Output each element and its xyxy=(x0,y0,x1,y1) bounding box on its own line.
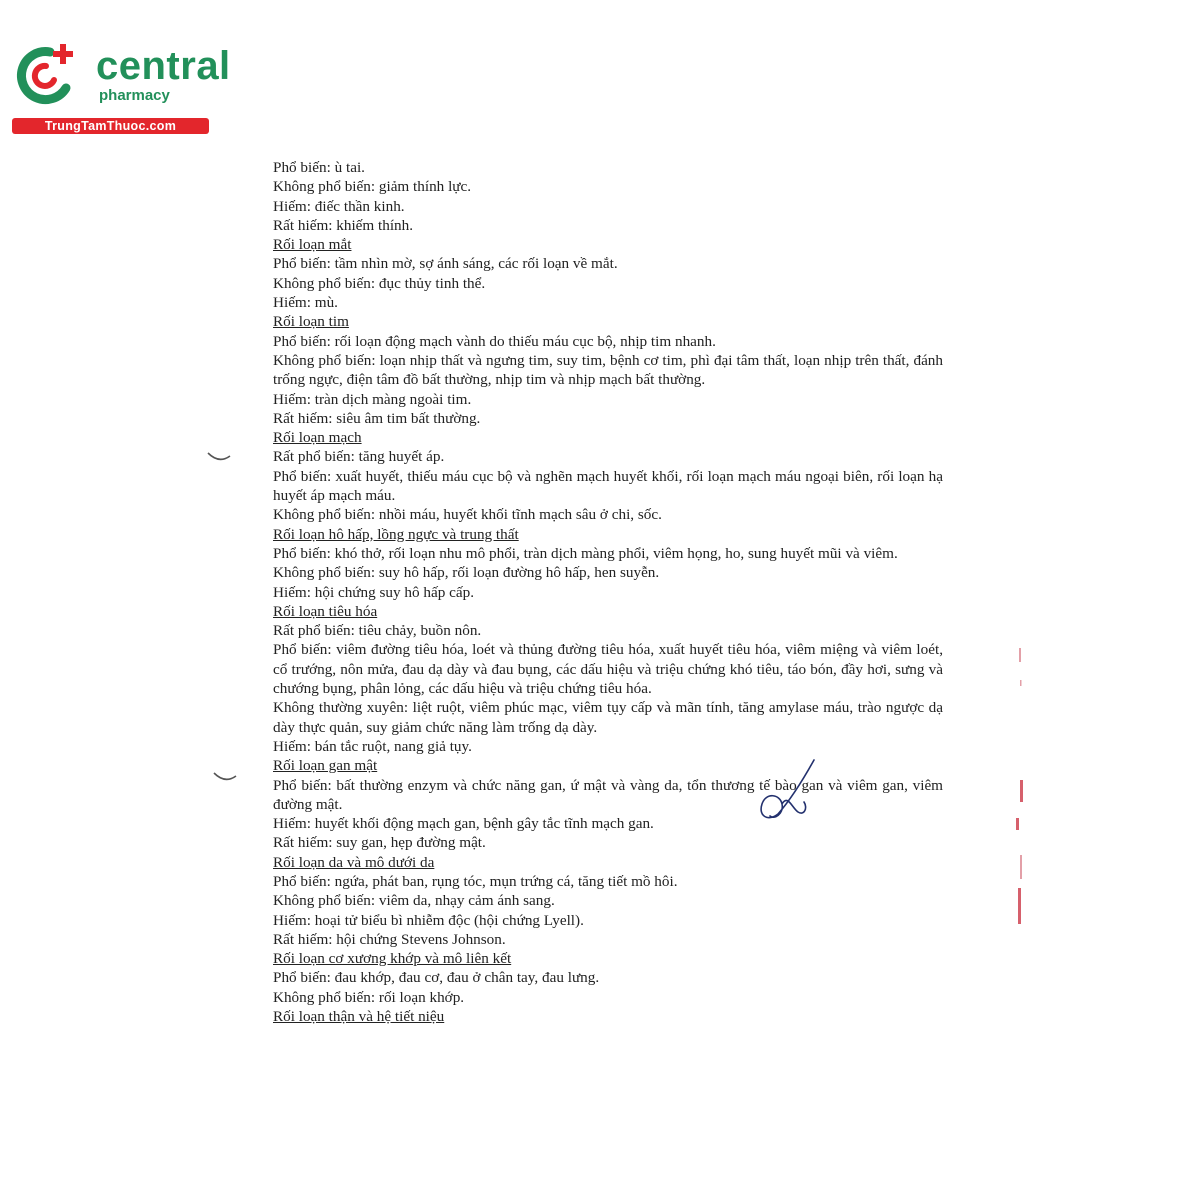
document-line: Hiếm: bán tắc ruột, nang giả tụy. xyxy=(273,737,472,755)
document-line: Không phổ biến: suy hô hấp, rối loạn đường hô hấp, hen suyễn. xyxy=(273,564,660,582)
document-line: Rất hiếm: siêu âm tim bất thường. xyxy=(273,409,481,427)
document-line: Phổ biến: ù tai. xyxy=(273,159,365,176)
document-line: Không phổ biến: giảm thính lực. xyxy=(273,178,472,196)
document-line: Phổ biến: ngứa, phát ban, rụng tóc, mụn trứng cá, tăng tiết mồ hôi. xyxy=(273,872,678,890)
document-line: Phổ biến: xuất huyết, thiếu máu cục bộ và nghẽn mạch huyết khối, rối loạn mạch máu ngoại biên, rối loạn hạ huyết áp mạch máu. xyxy=(273,467,943,505)
document-line: Hiếm: tràn dịch màng ngoài tim. xyxy=(273,390,472,408)
document-line: Rất hiếm: hội chứng Stevens Johnson. xyxy=(273,930,506,948)
section-heading: Rối loạn hô hấp, lồng ngực và trung thất xyxy=(273,525,519,543)
document-line: Không thường xuyên: liệt ruột, viêm phúc mạc, viêm tụy cấp và mãn tính, tăng amylase máu, trào ngược dạ dày thực quản, suy giảm chức năng làm trống dạ dày. xyxy=(273,699,943,736)
section-heading: Rối loạn tiêu hóa xyxy=(273,602,378,620)
document-line: Rất hiếm: khiếm thính. xyxy=(273,216,414,234)
punch-hole-mark xyxy=(206,450,232,464)
document-line: Không phổ biến: viêm da, nhạy cảm ánh sang. xyxy=(273,892,555,910)
document-line: Rất hiếm: suy gan, hẹp đường mật. xyxy=(273,834,486,852)
document-line: Hiếm: mù. xyxy=(273,294,338,312)
document-line: Hiếm: hoại tử biểu bì nhiễm độc (hội chứng Lyell). xyxy=(273,911,584,929)
section-heading: Rối loạn gan mật xyxy=(273,757,378,775)
document-line: Không phổ biến: nhồi máu, huyết khối tĩnh mạch sâu ở chi, sốc. xyxy=(273,506,662,524)
section-heading: Rối loạn mạch xyxy=(273,429,362,447)
document-line: Phổ biến: bất thường enzym và chức năng gan, ứ mật và vàng da, tổn thương tế bào gan và viêm gan, viêm đường mật. xyxy=(273,776,943,813)
document-line: Không phổ biến: đục thủy tinh thể. xyxy=(273,274,486,292)
section-heading: Rối loạn mắt xyxy=(273,236,352,254)
document-line: Rất phổ biến: tăng huyết áp. xyxy=(273,448,445,466)
document-line: Hiếm: huyết khối động mạch gan, bệnh gây tắc tĩnh mạch gan. xyxy=(273,815,654,833)
document-line: Phổ biến: rối loạn động mạch vành do thiếu máu cục bộ, nhịp tim nhanh. xyxy=(273,332,716,350)
document-page xyxy=(273,158,943,1026)
document-line: Không phổ biến: rối loạn khớp. xyxy=(273,988,465,1006)
document-line: Phổ biến: đau khớp, đau cơ, đau ở chân tay, đau lưng. xyxy=(273,969,600,987)
document-line: Rất phổ biến: tiêu chảy, buồn nôn. xyxy=(273,622,482,640)
document-line: Hiếm: điếc thần kinh. xyxy=(273,197,405,215)
section-heading: Rối loạn cơ xương khớp và mô liên kết xyxy=(273,950,512,968)
document-line: Không phổ biến: loạn nhịp thất và ngưng tim, suy tim, bệnh cơ tim, phì đại tâm thất, loạn nhịp trên thất, đánh trống ngực, điện tâm đồ bất thường, nhịp tim và nhịp mạch bất thường. xyxy=(273,351,943,389)
punch-hole-mark xyxy=(212,770,238,784)
central-pharmacy-logo xyxy=(10,38,231,138)
scan-edge-marks xyxy=(1010,640,1024,930)
document-line: Hiếm: hội chứng suy hô hấp cấp. xyxy=(273,583,474,601)
website-label: TrungTamThuoc.com xyxy=(12,118,209,134)
section-heading: Rối loạn tim xyxy=(273,313,349,331)
document-line: Phổ biến: tầm nhìn mờ, sợ ánh sáng, các rối loạn về mắt. xyxy=(273,255,618,273)
document-line: Phổ biến: viêm đường tiêu hóa, loét và thủng đường tiêu hóa, xuất huyết tiêu hóa, viêm miệng và viêm loét, cổ trướng, nôn mửa, đau dạ dày và đau bụng, các dấu hiệu và triệu chứng khó tiêu, táo bón, đầy hơi, sưng và chướng bụng, phân lỏng, các dấu hiệu và triệu chứng tiêu hóa. xyxy=(273,641,943,698)
document-line: Phổ biến: khó thở, rối loạn nhu mô phổi, tràn dịch màng phổi, viêm họng, ho, sung huyết mũi và viêm. xyxy=(273,544,898,562)
section-heading: Rối loạn da và mô dưới da xyxy=(273,853,435,871)
central-logo-icon xyxy=(10,38,90,108)
section-heading: Rối loạn thận và hệ tiết niệu xyxy=(273,1008,445,1026)
brand-subtitle: pharmacy xyxy=(99,87,170,104)
brand-name: central xyxy=(96,44,231,88)
